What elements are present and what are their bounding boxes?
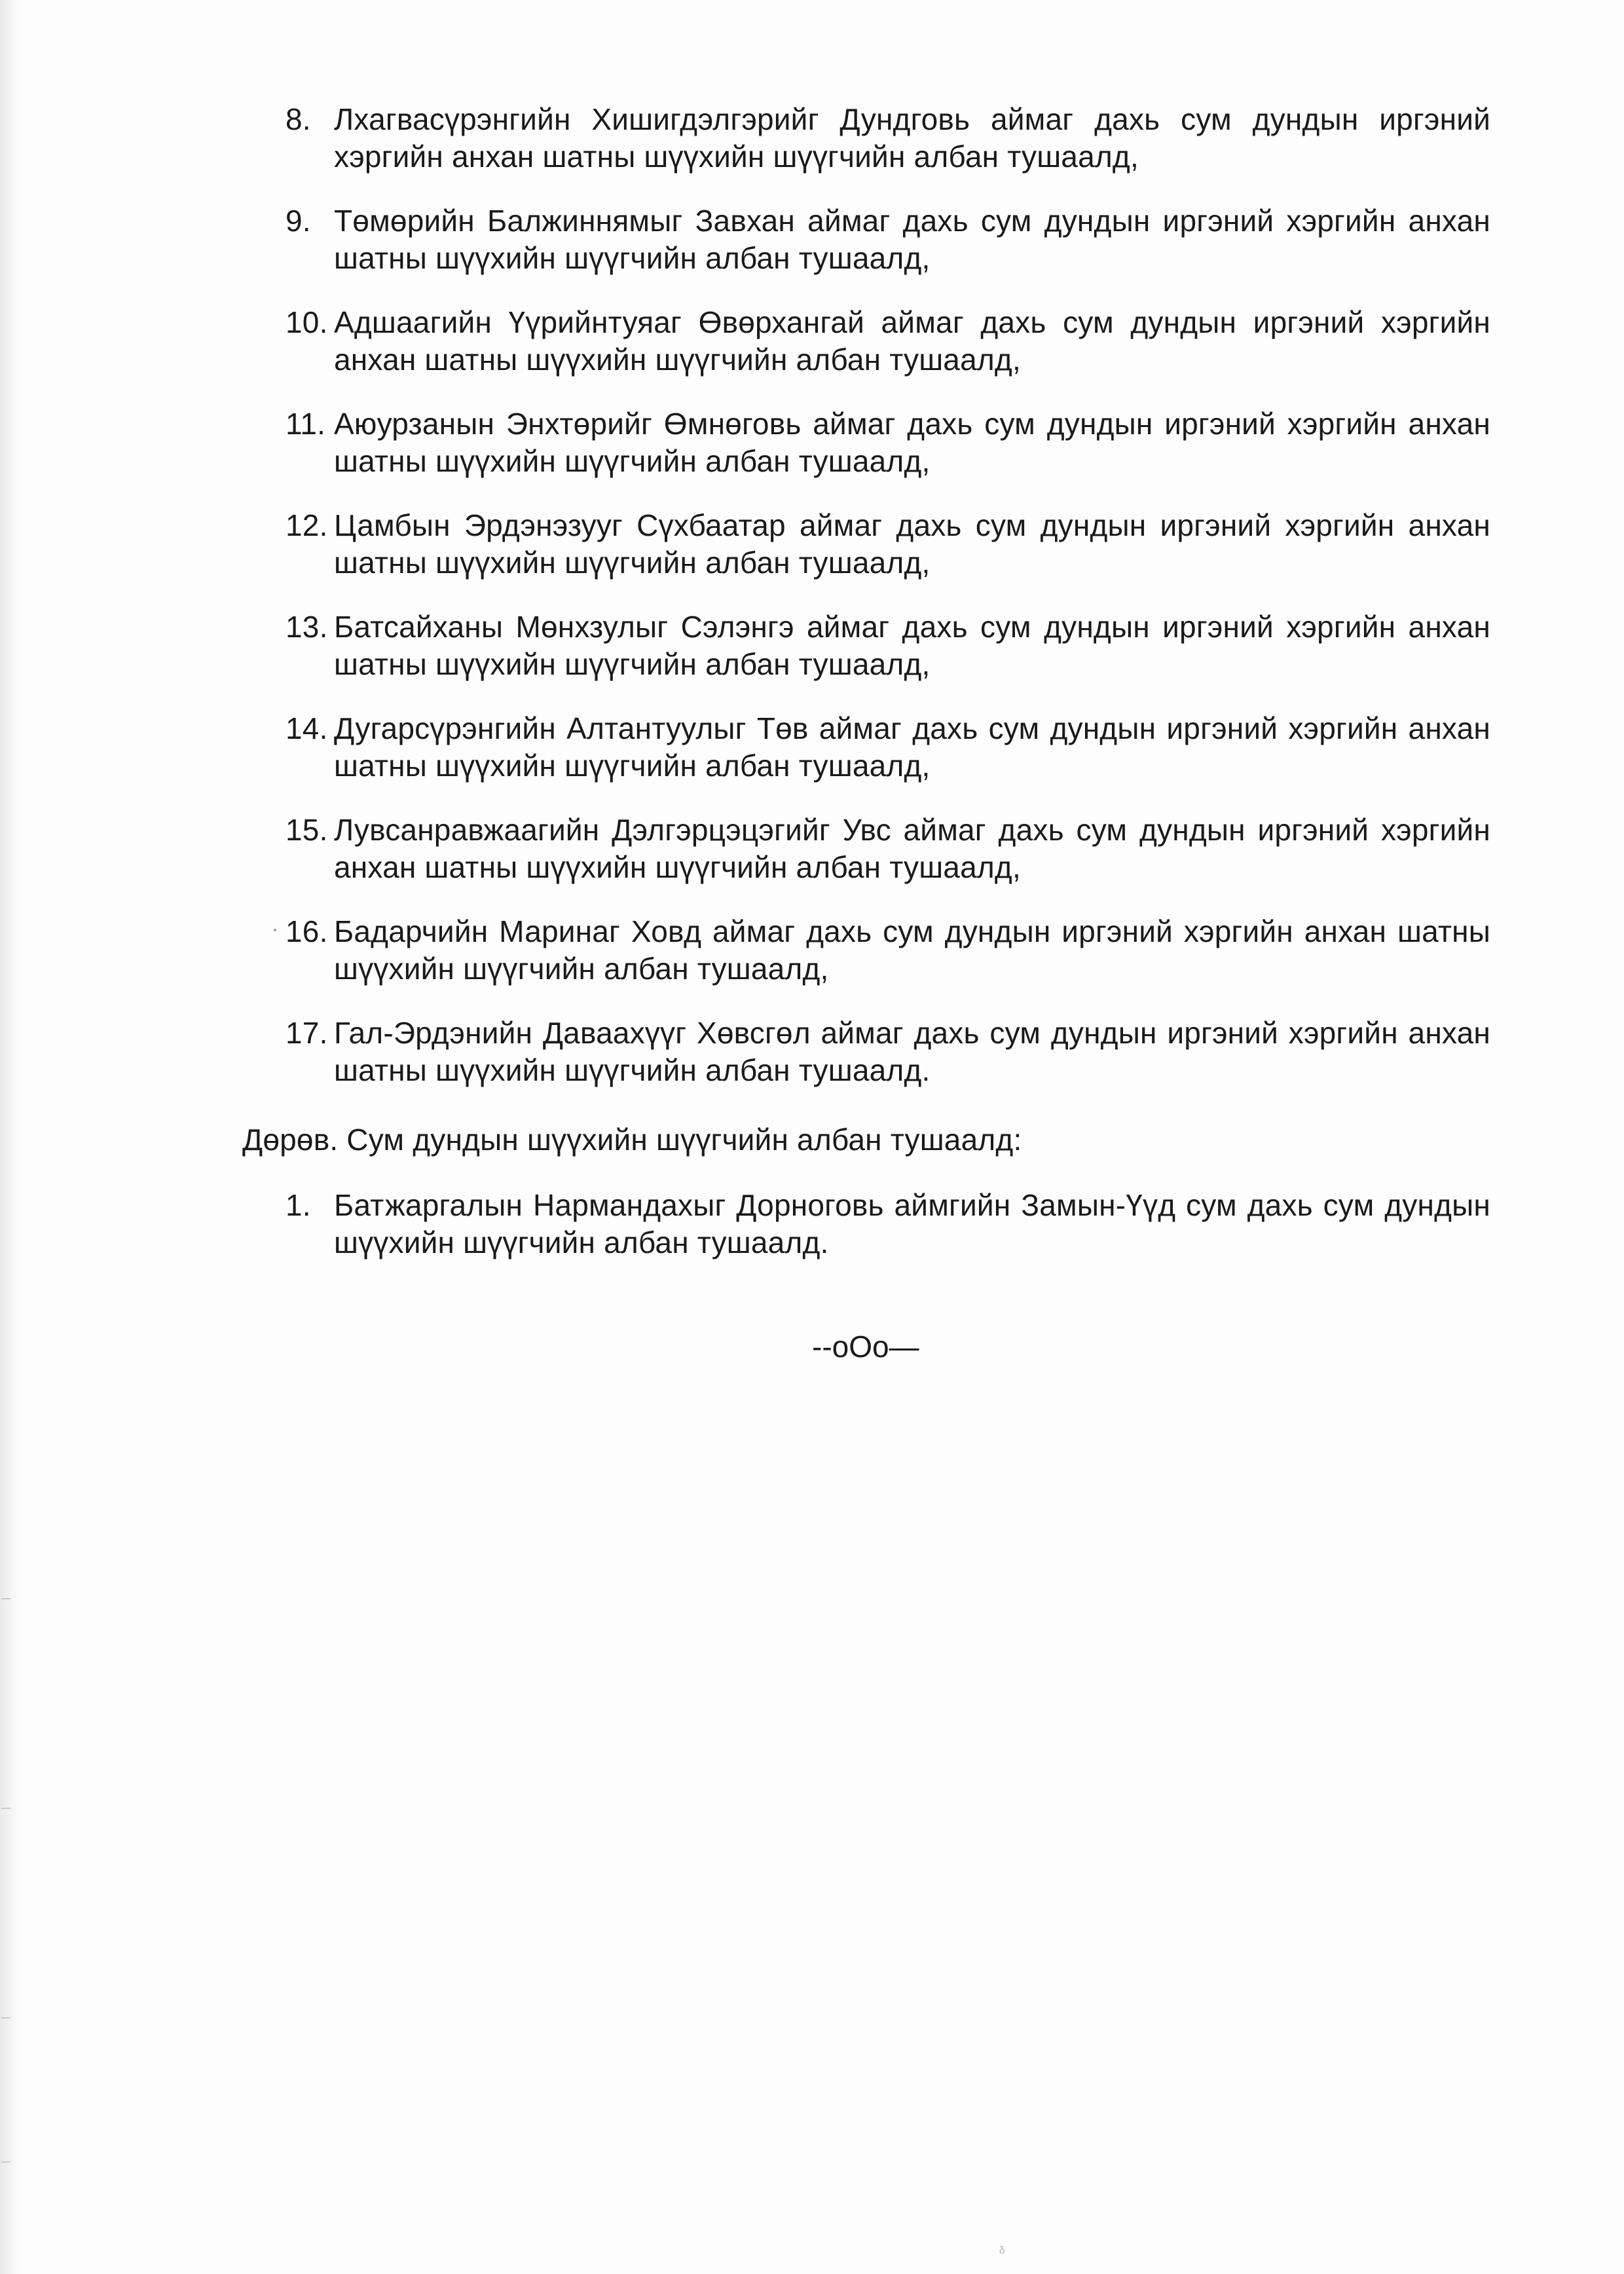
- list-item: [286, 710, 1490, 785]
- closing-mark: --oOo—: [812, 1330, 919, 1364]
- item-number: 13.: [286, 610, 328, 644]
- item-text: Дугарсүрэнгийн Алтантуулыг Төв аймаг дахь сум дундын иргэний хэргийн анхан шатны шүүхийн шүүгчийн албан тушаалд,: [334, 711, 1490, 783]
- item-number: 16.: [286, 914, 328, 948]
- list-item: [286, 507, 1490, 582]
- item-number: 10.: [286, 305, 328, 339]
- scan-edge: [0, 0, 22, 2274]
- list-item: [286, 304, 1490, 379]
- scan-speck: [274, 929, 276, 931]
- scan-edge-mark: [1, 2161, 10, 2163]
- item-text: Аюурзанын Энхтөрийг Өмнөговь аймаг дахь сум дундын иргэний хэргийн анхан шатны шүүхийн шүүгчийн албан тушаалд,: [334, 407, 1490, 478]
- item-number: 14.: [286, 711, 328, 745]
- scan-edge-mark: [1, 2017, 10, 2019]
- item-text: Лувсанравжаагийн Дэлгэрцэцэгийг Увс аймаг дахь сум дундын иргэний хэргийн анхан шатны шүүхийн шүүгчийн албан тушаалд,: [334, 813, 1490, 884]
- list-item: [286, 202, 1490, 277]
- item-text: Бадарчийн Маринаг Ховд аймаг дахь сум дундын иргэний хэргийн анхан шатны шүүхийн шүүгчийн албан тушаалд,: [334, 914, 1490, 986]
- item-number: 12.: [286, 508, 328, 542]
- scan-edge-mark: [1, 1598, 10, 1599]
- list-item: [286, 811, 1490, 886]
- appointment-list: [286, 101, 1490, 1116]
- item-text: Батжаргалын Нармандахыг Дорноговь аймгийн Замын-Үүд сум дахь сум дундын шүүхийн шүүгчийн албан тушаалд.: [334, 1188, 1490, 1259]
- item-number: 8.: [286, 102, 311, 136]
- item-text: Цамбын Эрдэнэзууг Сүхбаатар аймаг дахь сум дундын иргэний хэргийн анхан шатны шүүхийн шүүгчийн албан тушаалд,: [334, 508, 1490, 580]
- item-text: Гал-Эрдэнийн Даваахүүг Хөвсгөл аймаг дахь сум дундын иргэний хэргийн анхан шатны шүүхийн шүүгчийн албан тушаалд.: [334, 1016, 1490, 1087]
- item-text: Адшаагийн Үүрийнтуяаг Өвөрхангай аймаг дахь сум дундын иргэний хэргийн анхан шатны шүүхийн шүүгчийн албан тушаалд,: [334, 305, 1490, 377]
- item-number: 1.: [286, 1188, 311, 1222]
- scan-edge-mark: [1, 1808, 10, 1809]
- item-text: Төмөрийн Балжиннямыг Завхан аймаг дахь сум дундын иргэний хэргийн анхан шатны шүүхийн шүүгчийн албан тушаалд,: [334, 204, 1490, 275]
- list-item: [286, 101, 1490, 176]
- page-mark: ᵟ: [999, 2244, 1005, 2260]
- item-text: Батсайханы Мөнхзулыг Сэлэнгэ аймаг дахь сум дундын иргэний хэргийн анхан шатны шүүхийн шүүгчийн албан тушаалд,: [334, 610, 1490, 681]
- list-item: [286, 608, 1490, 683]
- list-item: [286, 913, 1490, 988]
- list-item: [286, 1187, 1490, 1261]
- item-number: 15.: [286, 813, 328, 847]
- item-number: 17.: [286, 1016, 328, 1050]
- list-item: [286, 405, 1490, 480]
- item-text: Лхагвасүрэнгийн Хишигдэлгэрийг Дундговь аймаг дахь сум дундын иргэний хэргийн анхан шатны шүүхийн шүүгчийн албан тушаалд,: [334, 102, 1490, 174]
- section-heading: Дөрөв. Сум дундын шүүхийн шүүгчийн албан тушаалд:: [242, 1123, 1022, 1157]
- section-four-list: [286, 1187, 1490, 1288]
- item-number: 9.: [286, 204, 311, 238]
- item-number: 11.: [286, 407, 326, 441]
- list-item: [286, 1015, 1490, 1089]
